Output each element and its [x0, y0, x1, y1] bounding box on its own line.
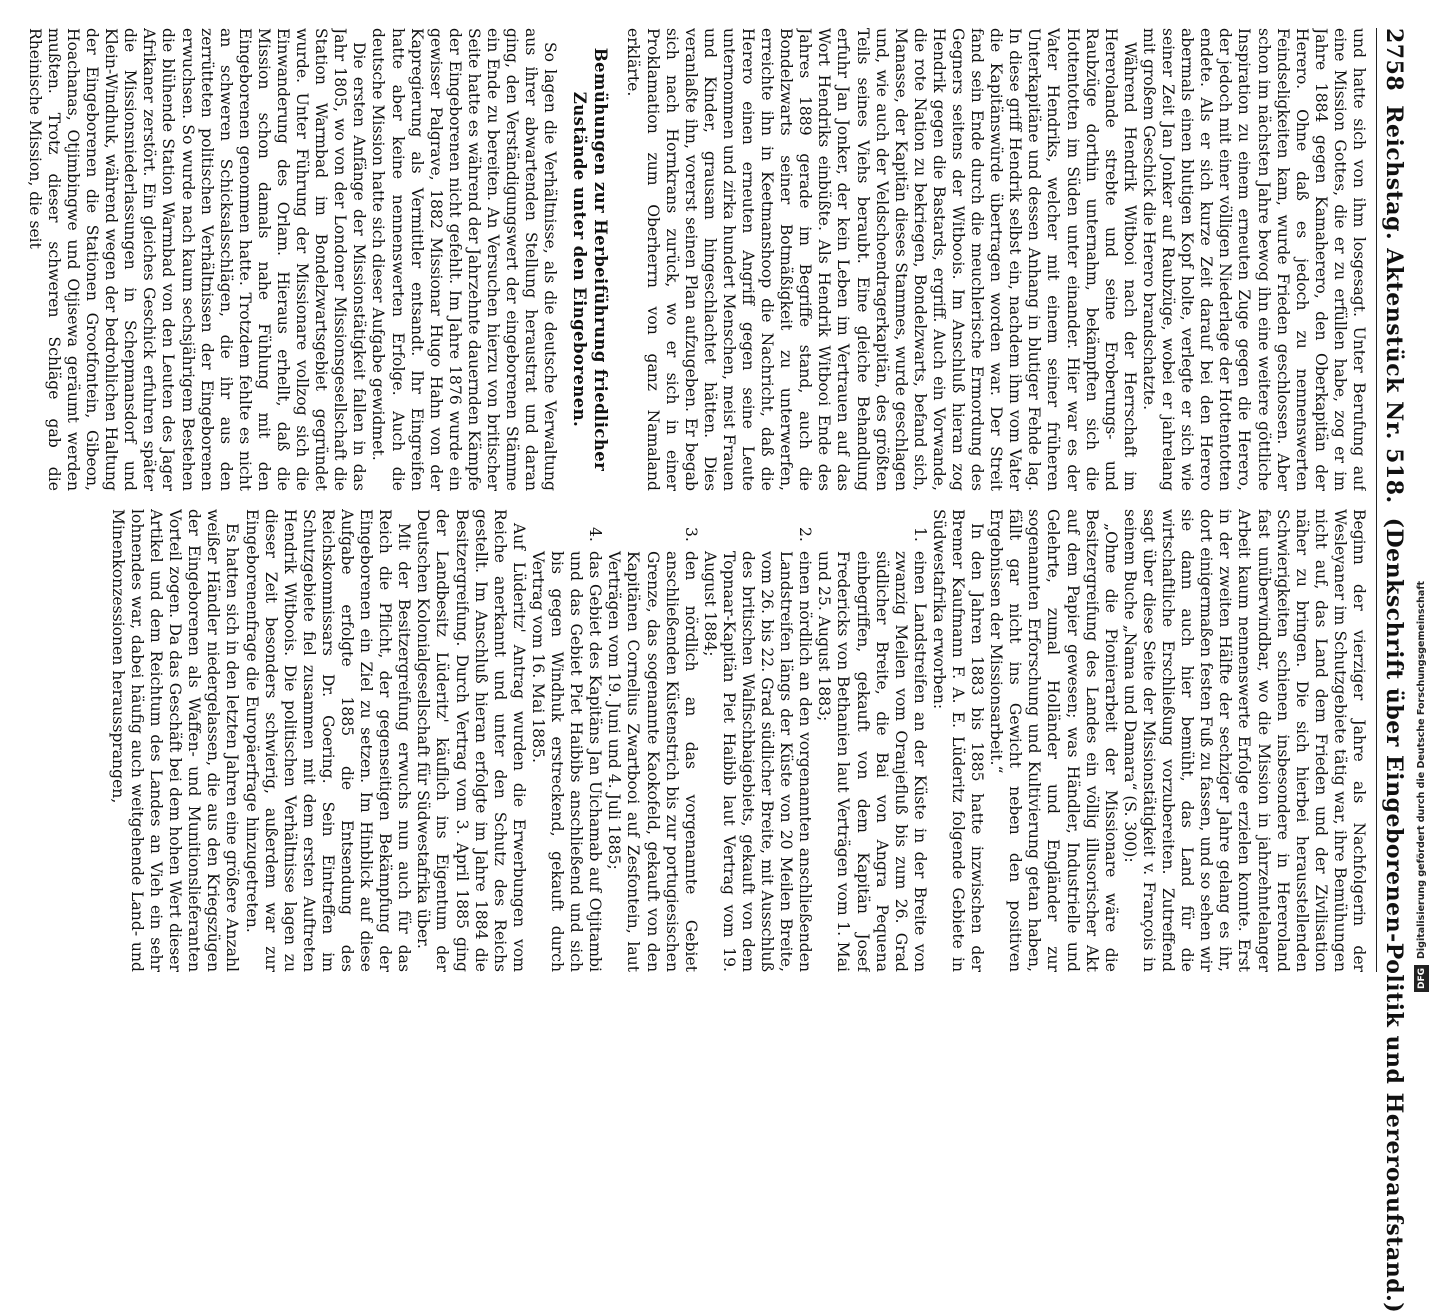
paragraph: So lagen die Verhältnisse, als die deutsche Verwaltung aus ihrer abwartenden Stellung heraustrat und daran ging, den Verständigungswert der eingeborenen Stämme ein Ende zu bereiten. An Versuchen hierzu von britischer Seite hatte es während der Jahrzehnte dauernden Kämpfe der Eingeborenen nicht gefehlt. Im Jahre 1876 wurde ein gewisser Palgrave, 1882 Missionar Hugo Hahn von der Kapregierung als Vermittler entsandt. Ihr Eingreifen hatte aber keine nennenswerten Erfolge. Auch die deutsche Mission hatte sich dieser Aufgabe gewidmet.: [369, 28, 560, 491]
paragraph: Die ersten Anfänge der Missionstätigkeit fallen in das Jahr 1805, wo von der Londoner Missionsgesellschaft die Station Warmbad im Bondelzwartsgebiet gegründet wurde. Unter Führung der Missionare vollzog sich die Einwanderung des Orlam. Hieraus erhellt, daß die Mission schon damals nahe Fühlung mit den Eingeborenen genommen hatte. Trotzdem fehlte es nicht an schweren Schicksalsschlägen, die ihr aus den zerrütteten politischen Verhältnissen der Eingeborenen erwuchsen. So wurde nach kaum sechsjährigem Bestehen die blühende Station Warmbad von den Leuten des Jager Afrikaner zerstört. Ein gleiches Geschick erfuhren später die Missionsniederlassungen in Schepmansdorf und Klein-Windhuk, während wegen der bedrohlichen Haltung der Eingeborenen die Stationen Grootfontein, Gibeon, Hoachanas, Otjimbingwe und Otjisewa geräumt werden mußten. Trotz dieser schweren Schläge gab die Rheinische Mission, die seit: [25, 28, 369, 491]
list-item: [604, 509, 699, 972]
dfg-logo: DFG: [1414, 965, 1429, 992]
list-text: einen Landstreifen an der Küste in der Breite von zwanzig Meilen vom Oranjefluß bis zum 26. Grad südlicher Breite, die Bai von Angra Pequena einbegriffen, gekauft von dem Kapitän Josef Fredericks von Bethanien laut Verträgen vom 1. Mai und 25. August 1883;: [815, 551, 929, 972]
paragraph: Es hatten sich in den letzten Jahren eine größere Anzahl weißer Händler niedergelassen, die aus den Kriegszügen der Eingeborenen als Waffen- und Munitionslieferanten Vorteil zogen. Da das Geschäft bei dem hohen Wert dieser Artikel und dem Reichtum des Landes an Vieh ein sehr lohnendes war, dabei häufig auch weitgehende Land- und Minenkonzessionen heraussprangen,: [108, 509, 242, 972]
paragraph: Mit der Besitzergreifung erwuchs nun auch für das Reich die Pflicht, der gegenseitigen Bekämpfung der Eingeborenen ein Ziel zu setzen. Im Hinblick auf diese Aufgabe erfolgte 1885 die Entsendung des Reichskommissars Dr. Goering. Sein Eintreffen im Schutzgebiete fiel zusammen mit dem ersten Auftreten Hendrik Witboois. Die politischen Verhältnisse lagen zu dieser Zeit besonders schwierig, außerdem war zur Eingeborenenfrage die Europäerfrage hinzugetreten.: [242, 509, 414, 972]
list-number: 2.: [796, 527, 815, 542]
list-text: das Gebiet des Kapitäns Jan Uichamab auf Otjitambi und das Gebiet Piet Haibibs anschließend und sich bis gegen Windhuk erstreckend, gekauft durch Vertrag vom 16. Mai 1885.: [528, 551, 605, 972]
list-item: [700, 509, 815, 972]
credit-text: Digitalisierung gefördert durch die Deutsche Forschungsgemeinschaft: [1416, 581, 1427, 959]
list-number: 4.: [586, 527, 605, 542]
digitization-credit: [1415, 2, 1429, 992]
digitization-sidebar: [1413, 0, 1429, 1000]
list-text: einen nördlich an den vorgenannten anschließenden Landstreifen längs der Küste von 20 Meilen Breite, vom 26. bis 22. Grad südlicher Breite, mit Ausschluß des britischen Walfischbaigebiets, gekauft von dem Topnaar-Kapitän Piet Haibib laut Vertrag vom 19. August 1884;: [700, 551, 815, 972]
page-header: [1376, 28, 1407, 1313]
publication-title: Reichstag. Aktenstück Nr. 518.: [1381, 105, 1407, 504]
list-item: [528, 509, 604, 972]
right-column: [13, 509, 1368, 972]
paragraph: Beginn der vierziger Jahre als Nachfolgerin der Wesleyaner im Schutzgebiete tätig war, ihre Bemühungen nicht auf, das Land dem Frieden und der Zivilisation näher zu bringen. Die sich hierbei herausstellenden Schwierigkeiten schienen insbesondere in Hereroland fast unüberwindbar, wo die Mission in jahrzehntelanger Arbeit kaum nennenswerte Erfolge erzielen konnte. Erst in der zweiten Hälfte der sechziger Jahre gelang es ihr, dort einigermaßen festen Fuß zu fassen, und so sehen wir sie dann auch hier bemüht, das Land für die wirtschaftliche Erschließung vorzubereiten. Zutreffend sagt über diese Seite der Missionstätigkeit v. François in seinem Buche „Nama und Damara“ (S. 300):: [1120, 509, 1368, 972]
list-text: den nördlich an das vorgenannte Gebiet anschließenden Küstenstrich bis zur portugiesischen Grenze, das sogenannte Kaokofeld, gekauft von den Kapitänen Cornelius Zwartbooi auf Zesfontein, laut Verträgen vom 19. Juni und 4. Juli 1885;: [605, 551, 700, 972]
section-heading: Bemühungen zur Herbeiführung friedlicher Zustände unter den Eingeborenen.: [570, 47, 611, 472]
quotation: „Ohne die Pionierarbeit der Missionare wäre die Besitzergreifung des Landes ein völlig illusorischer Akt auf dem Papier gewesen; was Händler, Industrielle und Gelehrte, zumal Holländer und Engländer zur sogenannten Erforschung und Kultivierung getan haben, fällt gar nicht ins Gewicht neben den positiven Ergebnissen der Missionsarbeit.“: [987, 509, 1120, 972]
paragraph: und hatte sich von ihm losgesagt. Unter Berufung auf eine Mission Gottes, die er zu erfüllen habe, zog er im Jahre 1884 gegen Kamaherero, den Oberkapitän der Herero. Ohne daß es jedoch zu nennenswerten Feindseligkeiten kam, wurde Frieden geschlossen. Aber schon im nächsten Jahre bewog ihn eine weitere göttliche Inspiration zu einem erneuten Zuge gegen die Herero, der jedoch mit einer völligen Niederlage der Hottentotten endete. Als er sich kurze Zeit darauf bei den Herero abermals einen blutigen Kopf holte, verlegte er sich wie seiner Zeit Jan Jonker auf Raubzüge, wobei er jahrelang mit großem Geschick die Herero brandschatzte.: [1139, 28, 1368, 491]
left-column: [13, 28, 1368, 491]
document-subject: (Denkschrift über Eingeborenen-Politik und Hereroaufstand.): [1381, 517, 1407, 1313]
page-number: 2758: [1381, 28, 1407, 92]
list-number: 3.: [681, 527, 700, 542]
paragraph: Auf Lüderitz' Antrag wurden die Erwerbungen vom Reiche anerkannt und unter den Schutz des Reichs gestellt. Im Anschluß hieran erfolgte im Jahre 1884 die Besitzergreifung. Durch Vertrag vom 3. April 1885 ging der Landbesitz Lüderitz' käuflich ins Eigentum der Deutschen Kolonialgesellschaft für Südwestafrika über.: [414, 509, 528, 972]
paragraph: Während Hendrik Witbooi nach der Herrschaft im Hererolande strebte und seine Eroberungs- und Raubzüge dorthin unternahm, bekämpften sich die Hottentotten im Süden unter einander. Hier war es der Vater Hendriks, welcher mit einem seiner früheren Unterkapitäne und dessen Anhang in blutiger Fehde lag. In diese griff Hendrik selbst ein, nachdem ihm vom Vater die Kapitänswürde übertragen worden war. Der Streit fand sein Ende durch die meuchlerische Ermordung des Gegners seitens der Witboois. Im Anschluß hieran zog Hendrik gegen die Bastards, ergriff. Auch ein Vorwande, die rote Nation zu bekriegen, Bondelzwarts, befand sich, Manasse, der Kapitän dieses Stammes, wurde geschlagen und, wie auch der Veldschoendragerkapitän, des größten Teils seines Viehs beraubt. Eine gleiche Behandlung erfuhr Jan Jonker, der kein Leben im Vertrauen auf das Wort Hendriks einbüßte. Als Hendrik Witbooi Ende des Jahres 1889 gerade im Begriffe stand, auch die Bondelzwarts seiner Botmäßigkeit zu unterwerfen, erreichte ihn in Keetmanshoop die Nachricht, daß die Herero einen erneuten Angriff gegen seine Leute unternommen und zirka hundert Menschen, meist Frauen und Kinder, grausam hingeschlachtet hätten. Dies veranlaßte ihn, vorerst seinen Plan aufzugeben. Er begab sich nach Hornkrans zurück, wo er sich in einer Proklamation zum Oberherrn von ganz Namaland erklärte.: [624, 28, 1139, 491]
list-number: 1.: [910, 527, 929, 542]
paragraph: In den Jahren 1883 bis 1885 hatte inzwischen der Bremer Kaufmann F. A. E. Lüderitz folgende Gebiete in Südwestafrika erworben:: [929, 509, 987, 972]
list-item: [814, 509, 929, 972]
